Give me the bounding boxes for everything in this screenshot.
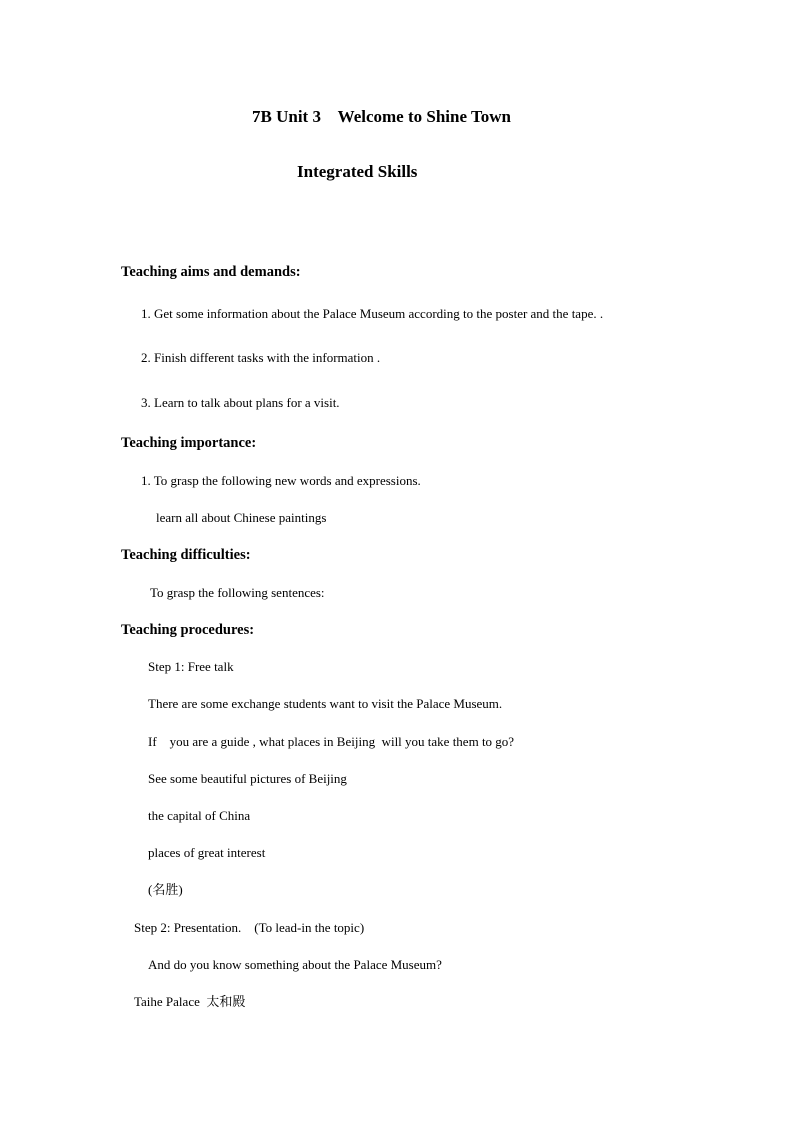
procedure-line-2: There are some exchange students want to visit the Palace Museum. (148, 696, 503, 711)
importance-item-1: 1. To grasp the following new words and expressions. (141, 473, 421, 488)
procedure-line-1: Step 1: Free talk (148, 659, 234, 674)
procedure-line-3: If you are a guide , what places in Beijing will you take them to go? (148, 734, 515, 749)
procedure-line-6: places of great interest (148, 845, 266, 860)
procedures-heading: Teaching procedures: (121, 622, 255, 638)
difficulties-item-1: To grasp the following sentences: (150, 585, 325, 600)
difficulties-heading: Teaching difficulties: (121, 547, 251, 563)
aims-item-3: 3. Learn to talk about plans for a visit. (141, 395, 340, 410)
procedure-line-10: Taihe Palace 太和殿 (134, 994, 246, 1009)
aims-heading: Teaching aims and demands: (121, 264, 301, 280)
procedure-line-4: See some beautiful pictures of Beijing (148, 771, 347, 786)
importance-item-2: learn all about Chinese paintings (156, 510, 327, 525)
document-title: 7B Unit 3 Welcome to Shine Town (252, 107, 511, 126)
procedure-line-9: And do you know something about the Palace Museum? (148, 957, 442, 972)
procedure-line-5: the capital of China (148, 808, 251, 823)
aims-item-2: 2. Finish different tasks with the information . (141, 350, 381, 365)
importance-heading: Teaching importance: (121, 435, 257, 451)
procedure-line-7: (名胜) (148, 882, 183, 897)
aims-item-1: 1. Get some information about the Palace Museum according to the poster and the tape. . (141, 306, 604, 321)
document-subtitle: Integrated Skills (297, 162, 418, 181)
procedure-line-8: Step 2: Presentation. (To lead-in the topic) (134, 920, 365, 935)
